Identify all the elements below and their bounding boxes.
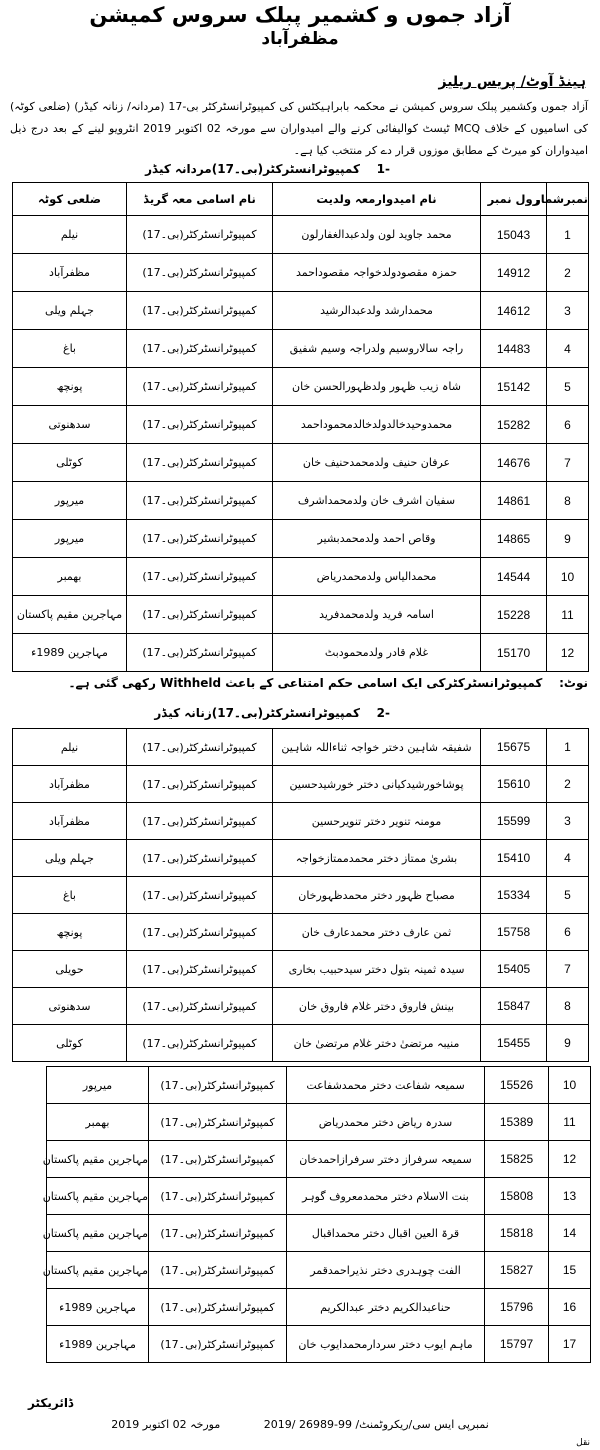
- candidate-name-cell: مومنہ تنویر دختر تنویرحسین: [273, 803, 481, 840]
- candidate-name-cell: اسامہ فرید ولدمحمدفرید: [273, 596, 481, 634]
- candidate-name-cell: سدرہ ریاض دختر محمدریاض: [287, 1104, 485, 1141]
- post-cell: کمپیوٹرانسٹرکٹر(بی۔17): [149, 1326, 287, 1363]
- serial-cell: 12: [549, 1141, 591, 1178]
- table-row: [13, 558, 589, 596]
- quota-cell: جہلم ویلی: [13, 840, 127, 877]
- candidate-name-cell: بشریٰ ممتاز دختر محمدممتازخواجہ: [273, 840, 481, 877]
- serial-cell: 8: [547, 988, 589, 1025]
- quota-cell: مہاجرین 1989ء: [47, 1326, 149, 1363]
- quota-cell: مظفرآباد: [13, 254, 127, 292]
- quota-cell: مظفرآباد: [13, 803, 127, 840]
- serial-cell: 2: [547, 766, 589, 803]
- post-cell: کمپیوٹرانسٹرکٹر(بی۔17): [127, 1025, 273, 1062]
- serial-cell: 11: [547, 596, 589, 634]
- candidate-name-cell: شاہ زیب ظہور ولدظہورالحسن خان: [273, 368, 481, 406]
- note-text: کمپیوٹرانسٹرکٹرکی ایک اسامی حکم امتناعی کے باعث Withheld رکھی گئی ہے۔: [68, 676, 543, 690]
- candidate-name-cell: بنت الاسلام دختر محمدمعروف گوہر: [287, 1178, 485, 1215]
- post-cell: کمپیوٹرانسٹرکٹر(بی۔17): [127, 729, 273, 766]
- quota-cell: مہاجرین 1989ء: [47, 1289, 149, 1326]
- serial-cell: 10: [547, 558, 589, 596]
- table-row: [13, 292, 589, 330]
- table-row: [47, 1141, 591, 1178]
- table-row: [13, 330, 589, 368]
- quota-cell: میرپور: [13, 482, 127, 520]
- serial-cell: 16: [549, 1289, 591, 1326]
- candidate-name-cell: محمد جاوید لون ولدعبدالغفارلون: [273, 216, 481, 254]
- serial-cell: 4: [547, 330, 589, 368]
- table-row: [13, 803, 589, 840]
- post-cell: کمپیوٹرانسٹرکٹر(بی۔17): [127, 520, 273, 558]
- section1-number: -1: [376, 162, 390, 176]
- quota-cell: میرپور: [47, 1067, 149, 1104]
- post-cell: کمپیوٹرانسٹرکٹر(بی۔17): [149, 1141, 287, 1178]
- quota-cell: میرپور: [13, 520, 127, 558]
- table-row: [13, 840, 589, 877]
- intro-paragraph: آزاد جموں وکشمیر پبلک سروس کمیشن نے محکمہ بابراہیکٹس کی کمپیوٹرانسٹرکٹر بی-17 (مردانہ/ زنانہ کیڈر) (ضلعی کوٹہ) کی اسامیوں کے خلاف MCQ ٹیسٹ کوالیفائی کرنے والے امیدواران سے مورخہ 02 اکتوبر 2019 انٹرویو لینے کے بعد درج ذیل امیدواران کو میرٹ کے مطابق موزوں قرار دے کر منتخب کیا ہے۔: [10, 100, 588, 157]
- section1-table: [12, 182, 589, 672]
- section2-table-part2: [42, 1066, 591, 1363]
- quota-cell: بھمبر: [13, 558, 127, 596]
- quota-cell: جہلم ویلی: [13, 292, 127, 330]
- section2-table-part1: [12, 728, 589, 1062]
- section1-title: کمپیوٹرانسٹرکٹر(بی۔17)مردانہ کیڈر: [145, 162, 360, 176]
- candidate-name-cell: سیدہ ثمینہ بتول دختر سیدحبیب بخاری: [273, 951, 481, 988]
- roll-number-cell: 15599: [481, 803, 547, 840]
- serial-cell: 9: [547, 520, 589, 558]
- quota-cell: مہاجرین مقیم پاکستان: [13, 596, 127, 634]
- serial-cell: 17: [549, 1326, 591, 1363]
- table-row: [13, 914, 589, 951]
- candidate-name-cell: الفت چوہدری دختر نذیراحمدقمر: [287, 1252, 485, 1289]
- post-cell: کمپیوٹرانسٹرکٹر(بی۔17): [127, 254, 273, 292]
- quota-cell: پونچھ: [13, 368, 127, 406]
- roll-number-cell: 14912: [481, 254, 547, 292]
- serial-cell: 10: [549, 1067, 591, 1104]
- serial-cell: 12: [547, 634, 589, 672]
- roll-number-cell: 15282: [481, 406, 547, 444]
- serial-cell: 3: [547, 292, 589, 330]
- roll-number-cell: 15796: [485, 1289, 549, 1326]
- table-row: [13, 444, 589, 482]
- quota-cell: سدھنوتی: [13, 406, 127, 444]
- post-cell: کمپیوٹرانسٹرکٹر(بی۔17): [127, 634, 273, 672]
- col-roll-header: رول نمبر: [481, 183, 547, 216]
- table-row: [47, 1215, 591, 1252]
- col-post-header: نام اسامی معہ گریڈ: [127, 183, 273, 216]
- roll-number-cell: 14483: [481, 330, 547, 368]
- candidate-name-cell: حمزہ مقصودولدخواجہ مقصوداحمد: [273, 254, 481, 292]
- serial-cell: 8: [547, 482, 589, 520]
- table-row: [13, 729, 589, 766]
- note: [69, 674, 588, 692]
- roll-number-cell: 15526: [485, 1067, 549, 1104]
- table-row: [13, 951, 589, 988]
- serial-cell: 2: [547, 254, 589, 292]
- serial-cell: 15: [549, 1252, 591, 1289]
- press-release-title: ہینڈ آوٹ/ پریس ریلیز: [438, 74, 586, 90]
- col-name-header: نام امیدوارمعہ ولدیت: [273, 183, 481, 216]
- candidate-name-cell: محمدوحیدخالدولدخالدمحموداحمد: [273, 406, 481, 444]
- table-row: [13, 254, 589, 292]
- candidate-name-cell: محمدالیاس ولدمحمدریاض: [273, 558, 481, 596]
- quota-cell: باغ: [13, 330, 127, 368]
- post-cell: کمپیوٹرانسٹرکٹر(بی۔17): [149, 1104, 287, 1141]
- quota-cell: مہاجرین مقیم پاکستان: [47, 1141, 149, 1178]
- serial-cell: 1: [547, 216, 589, 254]
- candidate-name-cell: سمیعہ سرفراز دختر سرفرازاحمدخان: [287, 1141, 485, 1178]
- roll-number-cell: 15818: [485, 1215, 549, 1252]
- candidate-name-cell: پوشاخورشیدکیانی دختر خورشیدحسین: [273, 766, 481, 803]
- post-cell: کمپیوٹرانسٹرکٹر(بی۔17): [127, 292, 273, 330]
- post-cell: کمپیوٹرانسٹرکٹر(بی۔17): [149, 1252, 287, 1289]
- reference-line: [0, 1418, 600, 1431]
- post-cell: کمپیوٹرانسٹرکٹر(بی۔17): [149, 1178, 287, 1215]
- quota-cell: سدھنوتی: [13, 988, 127, 1025]
- serial-cell: 6: [547, 406, 589, 444]
- roll-number-cell: 15410: [481, 840, 547, 877]
- roll-number-cell: 15610: [481, 766, 547, 803]
- quota-cell: مہاجرین مقیم پاکستان: [47, 1178, 149, 1215]
- reference-number: نمبرپی ایس سی/ریکروٹمنٹ/ 99-26989 /2019: [263, 1418, 489, 1431]
- quota-cell: نیلم: [13, 216, 127, 254]
- roll-number-cell: 15043: [481, 216, 547, 254]
- table-row: [13, 216, 589, 254]
- candidate-name-cell: راجہ سالاروسیم ولدراجہ وسیم شفیق: [273, 330, 481, 368]
- roll-number-cell: 15170: [481, 634, 547, 672]
- roll-number-cell: 15758: [481, 914, 547, 951]
- candidate-name-cell: شفیقہ شاہین دختر خواجہ ثناءاللہ شاہین: [273, 729, 481, 766]
- quota-cell: مہاجرین 1989ء: [13, 634, 127, 672]
- roll-number-cell: 15847: [481, 988, 547, 1025]
- post-cell: کمپیوٹرانسٹرکٹر(بی۔17): [149, 1215, 287, 1252]
- col-quota-header: ضلعی کوٹہ: [13, 183, 127, 216]
- serial-cell: 5: [547, 877, 589, 914]
- roll-number-cell: 14544: [481, 558, 547, 596]
- table-header-row: [13, 183, 589, 216]
- quota-cell: مہاجرین مقیم پاکستان: [47, 1252, 149, 1289]
- roll-number-cell: 15808: [485, 1178, 549, 1215]
- roll-number-cell: 14612: [481, 292, 547, 330]
- table-row: [47, 1067, 591, 1104]
- serial-cell: 7: [547, 951, 589, 988]
- post-cell: کمپیوٹرانسٹرکٹر(بی۔17): [127, 596, 273, 634]
- post-cell: کمپیوٹرانسٹرکٹر(بی۔17): [127, 803, 273, 840]
- post-cell: کمپیوٹرانسٹرکٹر(بی۔17): [127, 444, 273, 482]
- roll-number-cell: 15675: [481, 729, 547, 766]
- candidate-name-cell: مصباح ظہور دختر محمدظہورخان: [273, 877, 481, 914]
- serial-cell: 1: [547, 729, 589, 766]
- serial-cell: 9: [547, 1025, 589, 1062]
- quota-cell: حویلی: [13, 951, 127, 988]
- roll-number-cell: 14861: [481, 482, 547, 520]
- serial-cell: 5: [547, 368, 589, 406]
- table-row: [47, 1178, 591, 1215]
- candidate-name-cell: قرۃ العین اقبال دختر محمداقبال: [287, 1215, 485, 1252]
- roll-number-cell: 15825: [485, 1141, 549, 1178]
- table-row: [13, 482, 589, 520]
- post-cell: کمپیوٹرانسٹرکٹر(بی۔17): [149, 1067, 287, 1104]
- table-row: [13, 596, 589, 634]
- section2-heading: [154, 704, 390, 722]
- post-cell: کمپیوٹرانسٹرکٹر(بی۔17): [127, 368, 273, 406]
- roll-number-cell: 15389: [485, 1104, 549, 1141]
- serial-cell: 14: [549, 1215, 591, 1252]
- table-row: [13, 406, 589, 444]
- roll-number-cell: 14865: [481, 520, 547, 558]
- roll-number-cell: 15334: [481, 877, 547, 914]
- table-row: [13, 766, 589, 803]
- roll-number-cell: 14676: [481, 444, 547, 482]
- candidate-name-cell: حناعبدالکریم دختر عبدالکریم: [287, 1289, 485, 1326]
- roll-number-cell: 15405: [481, 951, 547, 988]
- candidate-name-cell: عرفان حنیف ولدمحمدحنیف خان: [273, 444, 481, 482]
- candidate-name-cell: وقاص احمد ولدمحمدبشیر: [273, 520, 481, 558]
- candidate-name-cell: ماہم ایوب دختر سردارمحمدایوب خان: [287, 1326, 485, 1363]
- post-cell: کمپیوٹرانسٹرکٹر(بی۔17): [127, 988, 273, 1025]
- roll-number-cell: 15228: [481, 596, 547, 634]
- table-row: [13, 877, 589, 914]
- post-cell: کمپیوٹرانسٹرکٹر(بی۔17): [127, 406, 273, 444]
- table-row: [47, 1252, 591, 1289]
- post-cell: کمپیوٹرانسٹرکٹر(بی۔17): [127, 216, 273, 254]
- roll-number-cell: 15455: [481, 1025, 547, 1062]
- table-row: [47, 1326, 591, 1363]
- serial-cell: 4: [547, 840, 589, 877]
- candidate-name-cell: غلام قادر ولدمحمودبٹ: [273, 634, 481, 672]
- serial-cell: 11: [549, 1104, 591, 1141]
- candidate-name-cell: بینش فاروق دختر غلام فاروق خان: [273, 988, 481, 1025]
- post-cell: کمپیوٹرانسٹرکٹر(بی۔17): [127, 330, 273, 368]
- director-signature: ڈائریکٹر: [28, 1396, 74, 1410]
- col-sr-header: نمبرشمار: [547, 183, 589, 216]
- post-cell: کمپیوٹرانسٹرکٹر(بی۔17): [127, 951, 273, 988]
- reference-date: مورخہ 02 اکتوبر 2019: [111, 1418, 221, 1431]
- roll-number-cell: 15797: [485, 1326, 549, 1363]
- quota-cell: باغ: [13, 877, 127, 914]
- corner-note: نقل: [576, 1438, 590, 1448]
- quota-cell: مہاجرین مقیم پاکستان: [47, 1215, 149, 1252]
- table-row: [13, 634, 589, 672]
- roll-number-cell: 15827: [485, 1252, 549, 1289]
- table-row: [13, 520, 589, 558]
- candidate-name-cell: سفیان اشرف خان ولدمحمداشرف: [273, 482, 481, 520]
- section2-title: کمپیوٹرانسٹرکٹر(بی۔17)زنانہ کیڈر: [154, 706, 360, 720]
- serial-cell: 6: [547, 914, 589, 951]
- roll-number-cell: 15142: [481, 368, 547, 406]
- candidate-name-cell: ثمن عارف دختر محمدعارف خان: [273, 914, 481, 951]
- table-row: [47, 1104, 591, 1141]
- post-cell: کمپیوٹرانسٹرکٹر(بی۔17): [127, 840, 273, 877]
- post-cell: کمپیوٹرانسٹرکٹر(بی۔17): [127, 914, 273, 951]
- section2-number: -2: [376, 706, 390, 720]
- table-row: [47, 1289, 591, 1326]
- quota-cell: کوٹلی: [13, 444, 127, 482]
- post-cell: کمپیوٹرانسٹرکٹر(بی۔17): [127, 877, 273, 914]
- table-row: [13, 988, 589, 1025]
- quota-cell: نیلم: [13, 729, 127, 766]
- table-row: [13, 1025, 589, 1062]
- section1-heading: [145, 160, 390, 178]
- serial-cell: 3: [547, 803, 589, 840]
- post-cell: کمپیوٹرانسٹرکٹر(بی۔17): [127, 766, 273, 803]
- org-title: آزاد جموں و کشمیر پبلک سروس کمیشن: [89, 3, 511, 27]
- serial-cell: 7: [547, 444, 589, 482]
- serial-cell: 13: [549, 1178, 591, 1215]
- note-label: نوٹ:: [559, 676, 588, 690]
- candidate-name-cell: محمدارشد ولدعبدالرشید: [273, 292, 481, 330]
- quota-cell: پونچھ: [13, 914, 127, 951]
- city-title: مظفرآباد: [261, 29, 339, 49]
- post-cell: کمپیوٹرانسٹرکٹر(بی۔17): [127, 558, 273, 596]
- post-cell: کمپیوٹرانسٹرکٹر(بی۔17): [127, 482, 273, 520]
- table-row: [13, 368, 589, 406]
- quota-cell: کوٹلی: [13, 1025, 127, 1062]
- candidate-name-cell: سمیعہ شفاعت دختر محمدشفاعت: [287, 1067, 485, 1104]
- post-cell: کمپیوٹرانسٹرکٹر(بی۔17): [149, 1289, 287, 1326]
- quota-cell: مظفرآباد: [13, 766, 127, 803]
- quota-cell: بھمبر: [47, 1104, 149, 1141]
- candidate-name-cell: منیبہ مرتضیٰ دختر غلام مرتضیٰ خان: [273, 1025, 481, 1062]
